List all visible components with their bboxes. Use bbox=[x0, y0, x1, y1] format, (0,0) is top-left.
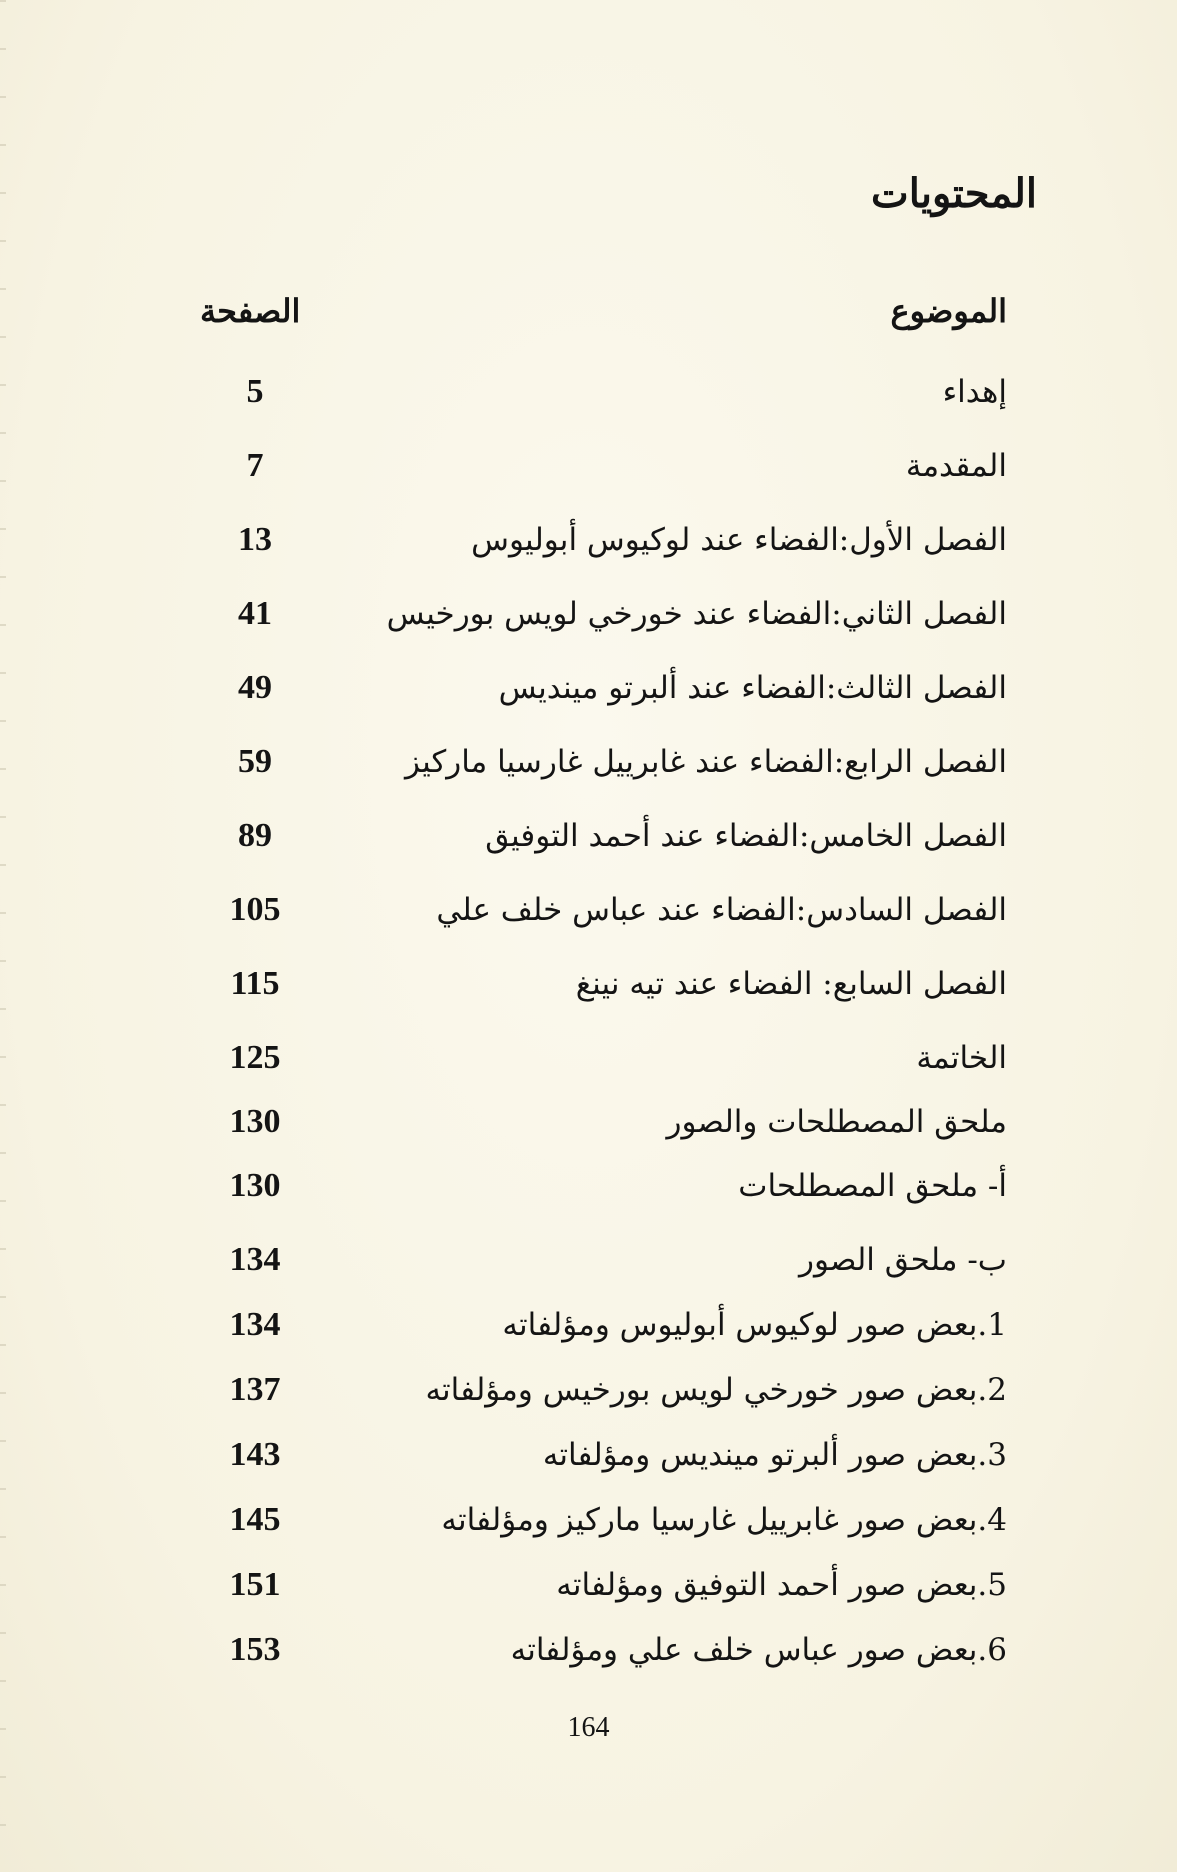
toc-entry bbox=[0, 368, 1177, 416]
toc-entry-topic: ب- ملحق الصور bbox=[798, 1242, 1007, 1278]
toc-entry bbox=[0, 812, 1177, 860]
toc-entry bbox=[0, 1561, 1177, 1609]
toc-entry bbox=[0, 1236, 1177, 1284]
toc-entry bbox=[0, 1098, 1177, 1146]
toc-entry bbox=[0, 1431, 1177, 1479]
toc-entry-page: 49 bbox=[238, 669, 272, 706]
toc-entry-topic: الفصل الأول:الفضاء عند لوكيوس أبوليوس bbox=[471, 522, 1007, 558]
toc-entry-topic: الفصل السادس:الفضاء عند عباس خلف علي bbox=[436, 892, 1007, 928]
toc-entry-page: 5 bbox=[246, 373, 264, 410]
toc-entry bbox=[0, 516, 1177, 564]
toc-entry-topic: 2.بعض صور خورخي لويس بورخيس ومؤلفاته bbox=[425, 1372, 1007, 1408]
toc-entry bbox=[0, 664, 1177, 712]
toc-entry-page: 41 bbox=[238, 595, 272, 632]
toc-entry-topic: 4.بعض صور غابرييل غارسيا ماركيز ومؤلفاته bbox=[441, 1502, 1007, 1538]
toc-entry-topic: المقدمة bbox=[905, 448, 1007, 484]
toc-entry-topic: الفصل الخامس:الفضاء عند أحمد التوفيق bbox=[485, 818, 1007, 854]
toc-entry-topic: 3.بعض صور ألبرتو مينديس ومؤلفاته bbox=[542, 1437, 1007, 1473]
toc-entry-page: 115 bbox=[230, 965, 280, 1002]
toc-entry-page: 130 bbox=[229, 1103, 281, 1140]
toc-entry-page: 143 bbox=[229, 1436, 281, 1473]
toc-entry-page: 105 bbox=[229, 891, 281, 928]
toc-entry bbox=[0, 738, 1177, 786]
toc-entry-topic: الفصل الرابع:الفضاء عند غابرييل غارسيا ماركيز bbox=[405, 744, 1007, 780]
toc-entry-topic: الفصل الثالث:الفضاء عند ألبرتو مينديس bbox=[498, 670, 1007, 706]
toc-entry bbox=[0, 886, 1177, 934]
toc-entry-topic: 1.بعض صور لوكيوس أبوليوس ومؤلفاته bbox=[502, 1307, 1007, 1343]
toc-entry-page: 137 bbox=[229, 1371, 281, 1408]
toc-entry-page: 134 bbox=[229, 1306, 281, 1343]
toc-entry-topic: 6.بعض صور عباس خلف علي ومؤلفاته bbox=[510, 1632, 1007, 1668]
toc-entry-page: 13 bbox=[238, 521, 272, 558]
toc-entry-topic: ملحق المصطلحات والصور bbox=[666, 1104, 1007, 1140]
toc-entry bbox=[0, 1301, 1177, 1349]
column-header-topic: الموضوع bbox=[890, 292, 1007, 330]
toc-entry-page: 130 bbox=[229, 1167, 281, 1204]
toc-entry-page: 151 bbox=[229, 1566, 281, 1603]
toc-entry bbox=[0, 590, 1177, 638]
toc-entry bbox=[0, 1626, 1177, 1674]
page-number: 164 bbox=[567, 1712, 610, 1743]
toc-entry bbox=[0, 1034, 1177, 1082]
toc-entry bbox=[0, 1496, 1177, 1544]
toc-entry-page: 134 bbox=[229, 1241, 281, 1278]
toc-entry bbox=[0, 1366, 1177, 1414]
toc-entry-page: 59 bbox=[238, 743, 272, 780]
toc-entry-topic: إهداء bbox=[942, 374, 1007, 410]
page-title: المحتويات bbox=[871, 170, 1037, 217]
toc-entry-page: 125 bbox=[229, 1039, 281, 1076]
toc-entry bbox=[0, 1162, 1177, 1210]
toc-entry-topic: الفصل السابع: الفضاء عند تيه نينغ bbox=[575, 966, 1007, 1002]
toc-entry-topic: الخاتمة bbox=[916, 1040, 1007, 1076]
toc-entry-page: 89 bbox=[238, 817, 272, 854]
toc-entry-topic: الفصل الثاني:الفضاء عند خورخي لويس بورخيس bbox=[386, 596, 1007, 632]
toc-entry bbox=[0, 442, 1177, 490]
toc-entry-page: 153 bbox=[229, 1631, 281, 1668]
toc-entry bbox=[0, 960, 1177, 1008]
column-header-page: الصفحة bbox=[200, 292, 301, 330]
toc-entry-topic: أ- ملحق المصطلحات bbox=[738, 1168, 1007, 1204]
toc-entry-page: 7 bbox=[246, 447, 264, 484]
toc-entry-page: 145 bbox=[229, 1501, 281, 1538]
toc-entry-topic: 5.بعض صور أحمد التوفيق ومؤلفاته bbox=[556, 1567, 1007, 1603]
